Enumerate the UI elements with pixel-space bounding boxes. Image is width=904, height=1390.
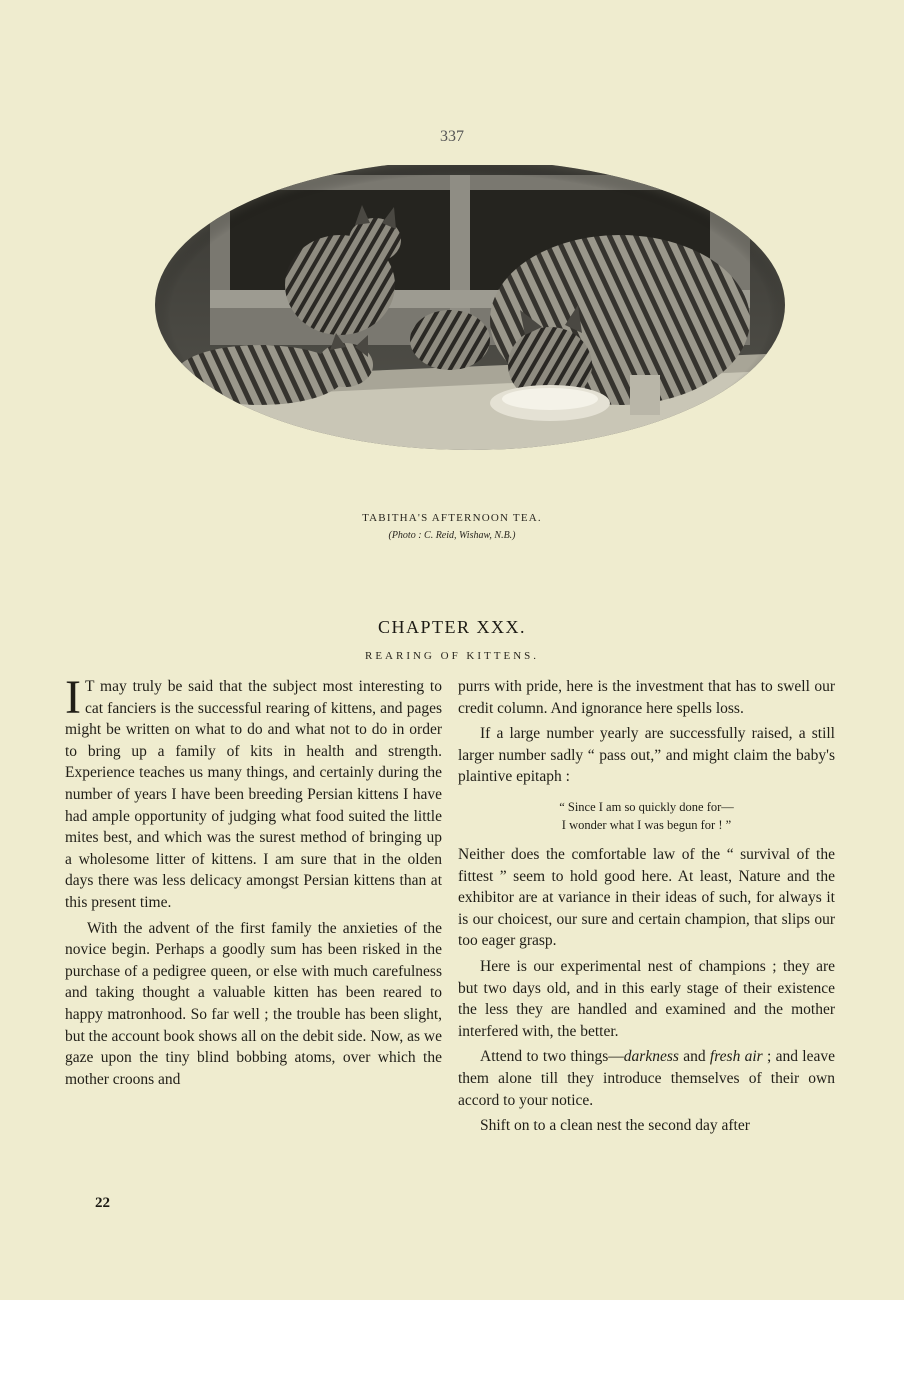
left-column [65, 671, 442, 1090]
cats-photograph [150, 165, 790, 465]
right-column [458, 676, 835, 1137]
cats-photo-image [150, 165, 790, 465]
photo-credit: (Photo : C. Reid, Wishaw, N.B.) [388, 530, 516, 541]
paragraph-8: Shift on to a clean nest the second day after [480, 1117, 750, 1135]
chapter-title: CHAPTER XXX. [377, 617, 526, 637]
paragraph-7-mid: and [678, 1048, 710, 1066]
emphasis-fresh-air: fresh air [709, 1048, 763, 1066]
paragraph-7-start: Attend to two things— [480, 1048, 624, 1066]
drop-cap: I [65, 671, 81, 724]
paragraph-5: Neither does the comfortable law of the “ survival of the fittest ” seem to hold good here. At least, Nature and the exhibitor are at variance in their ideas of such, for always it is our choicest, our sure and certain champion, that slips our too eager grasp. [458, 845, 835, 950]
paragraph-4: If a large number yearly are successfully raised, a still larger number sadly “ pass out,” and might claim the baby's plaintive epitaph : [458, 725, 835, 786]
paragraph-2: With the advent of the first family the anxieties of the novice begin. Perhaps a goodly sum has been risked in the purchase of a pedigree queen, or else with much carefulness and taking thought a valuable kitten has been reared to happy matronhood. So far well ; the trouble has been slight, but the account book shows all on the debit side. Now, as we gaze upon the tiny blind bobbing atoms, over which the mother croons and [65, 919, 442, 1088]
paragraph-6: Here is our experimental nest of champions ; they are but two days old, and in this early stage of their existence the less they are handled and examined and the mother interfered with, the better. [458, 957, 835, 1040]
photo-caption: TABITHA'S AFTERNOON TEA. [362, 512, 542, 524]
emphasis-darkness: darkness [623, 1048, 679, 1066]
paragraph-1 [65, 671, 442, 914]
page-number: 337 [440, 128, 464, 145]
epitaph-verse [458, 798, 835, 834]
verse-line-1: “ Since I am so quickly done for— [559, 799, 734, 814]
paragraph-7 [458, 1046, 835, 1111]
verse-line-2: I wonder what I was begun for ! ” [561, 817, 732, 832]
paragraph-7-end: ; and leave them alone till they introduce themselves of their own accord to your notice. [458, 1048, 836, 1109]
chapter-subtitle: REARING OF KITTENS. [364, 650, 540, 662]
paragraph-3: purrs with pride, here is the investment that has to swell our credit column. And ignorance here spells loss. [458, 678, 835, 717]
signature-mark: 22 [95, 1195, 110, 1211]
paragraph-1-text: T may truly be said that the subject most interesting to cat fanciers is the successful rearing of kittens, and pages might be written on what to do and what not to do in order to bring up a family of kits in health and strength. Experience teaches us many things, and certainly during the number of years I have been breeding Persian kittens I have had ample opportunity of judging what food suited the little mites best, and which was the surest method of bringing up a wholesome litter of kittens. I am sure that in the olden days there was less delicacy amongst Persian kittens than at this present time. [65, 678, 442, 911]
